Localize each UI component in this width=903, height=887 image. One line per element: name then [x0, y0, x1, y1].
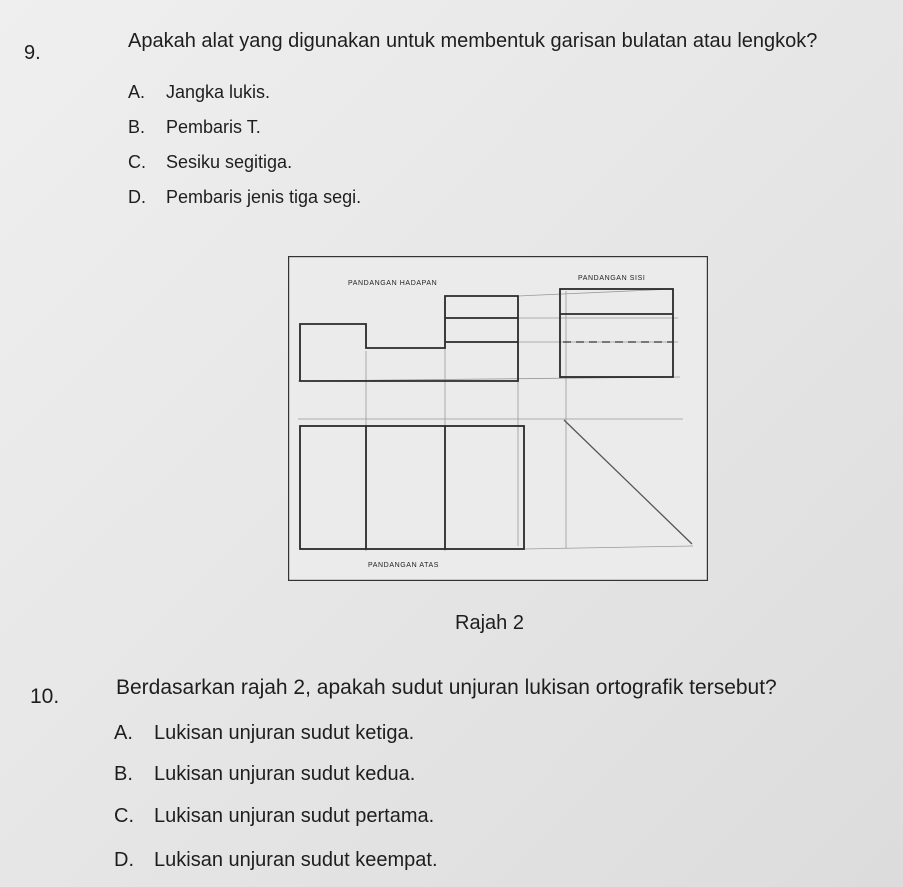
- figure-frame: [289, 257, 708, 581]
- option-letter: B.: [114, 763, 133, 785]
- option-c[interactable]: [128, 152, 292, 173]
- option-text: Lukisan unjuran sudut keempat.: [154, 849, 438, 871]
- top-view-label: PANDANGAN ATAS: [368, 562, 440, 569]
- orthographic-drawing: [288, 256, 708, 581]
- option-a[interactable]: [114, 722, 414, 745]
- option-text: Jangka lukis.: [166, 82, 271, 102]
- option-text: Pembaris jenis tiga segi.: [166, 187, 362, 207]
- option-b[interactable]: [128, 117, 261, 138]
- question-number: 9.: [24, 42, 41, 64]
- option-text: Pembaris T.: [166, 117, 261, 137]
- option-letter: D.: [128, 187, 146, 207]
- option-letter: C.: [114, 805, 134, 827]
- option-d[interactable]: [128, 187, 361, 208]
- front-view-label: PANDANGAN HADAPAN: [348, 280, 438, 287]
- side-view-label: PANDANGAN SISI: [578, 275, 646, 282]
- option-b[interactable]: [114, 763, 415, 786]
- option-c[interactable]: [114, 805, 434, 828]
- option-letter: A.: [128, 82, 146, 102]
- option-letter: B.: [128, 117, 146, 137]
- question-number: 10.: [30, 685, 60, 708]
- option-a[interactable]: [128, 82, 270, 103]
- option-letter: C.: [128, 152, 146, 172]
- figure-caption: Rajah 2: [455, 612, 524, 634]
- question-text: Apakah alat yang digunakan untuk membentuk garisan bulatan atau lengkok?: [128, 30, 818, 52]
- option-d[interactable]: [114, 849, 438, 872]
- option-text: Sesiku segitiga.: [166, 152, 293, 172]
- option-letter: D.: [114, 849, 134, 871]
- option-text: Lukisan unjuran sudut ketiga.: [154, 722, 415, 744]
- question-text: Berdasarkan rajah 2, apakah sudut unjuran lukisan ortografik tersebut?: [116, 676, 777, 699]
- option-letter: A.: [114, 722, 133, 744]
- option-text: Lukisan unjuran sudut pertama.: [154, 805, 435, 827]
- option-text: Lukisan unjuran sudut kedua.: [154, 763, 416, 785]
